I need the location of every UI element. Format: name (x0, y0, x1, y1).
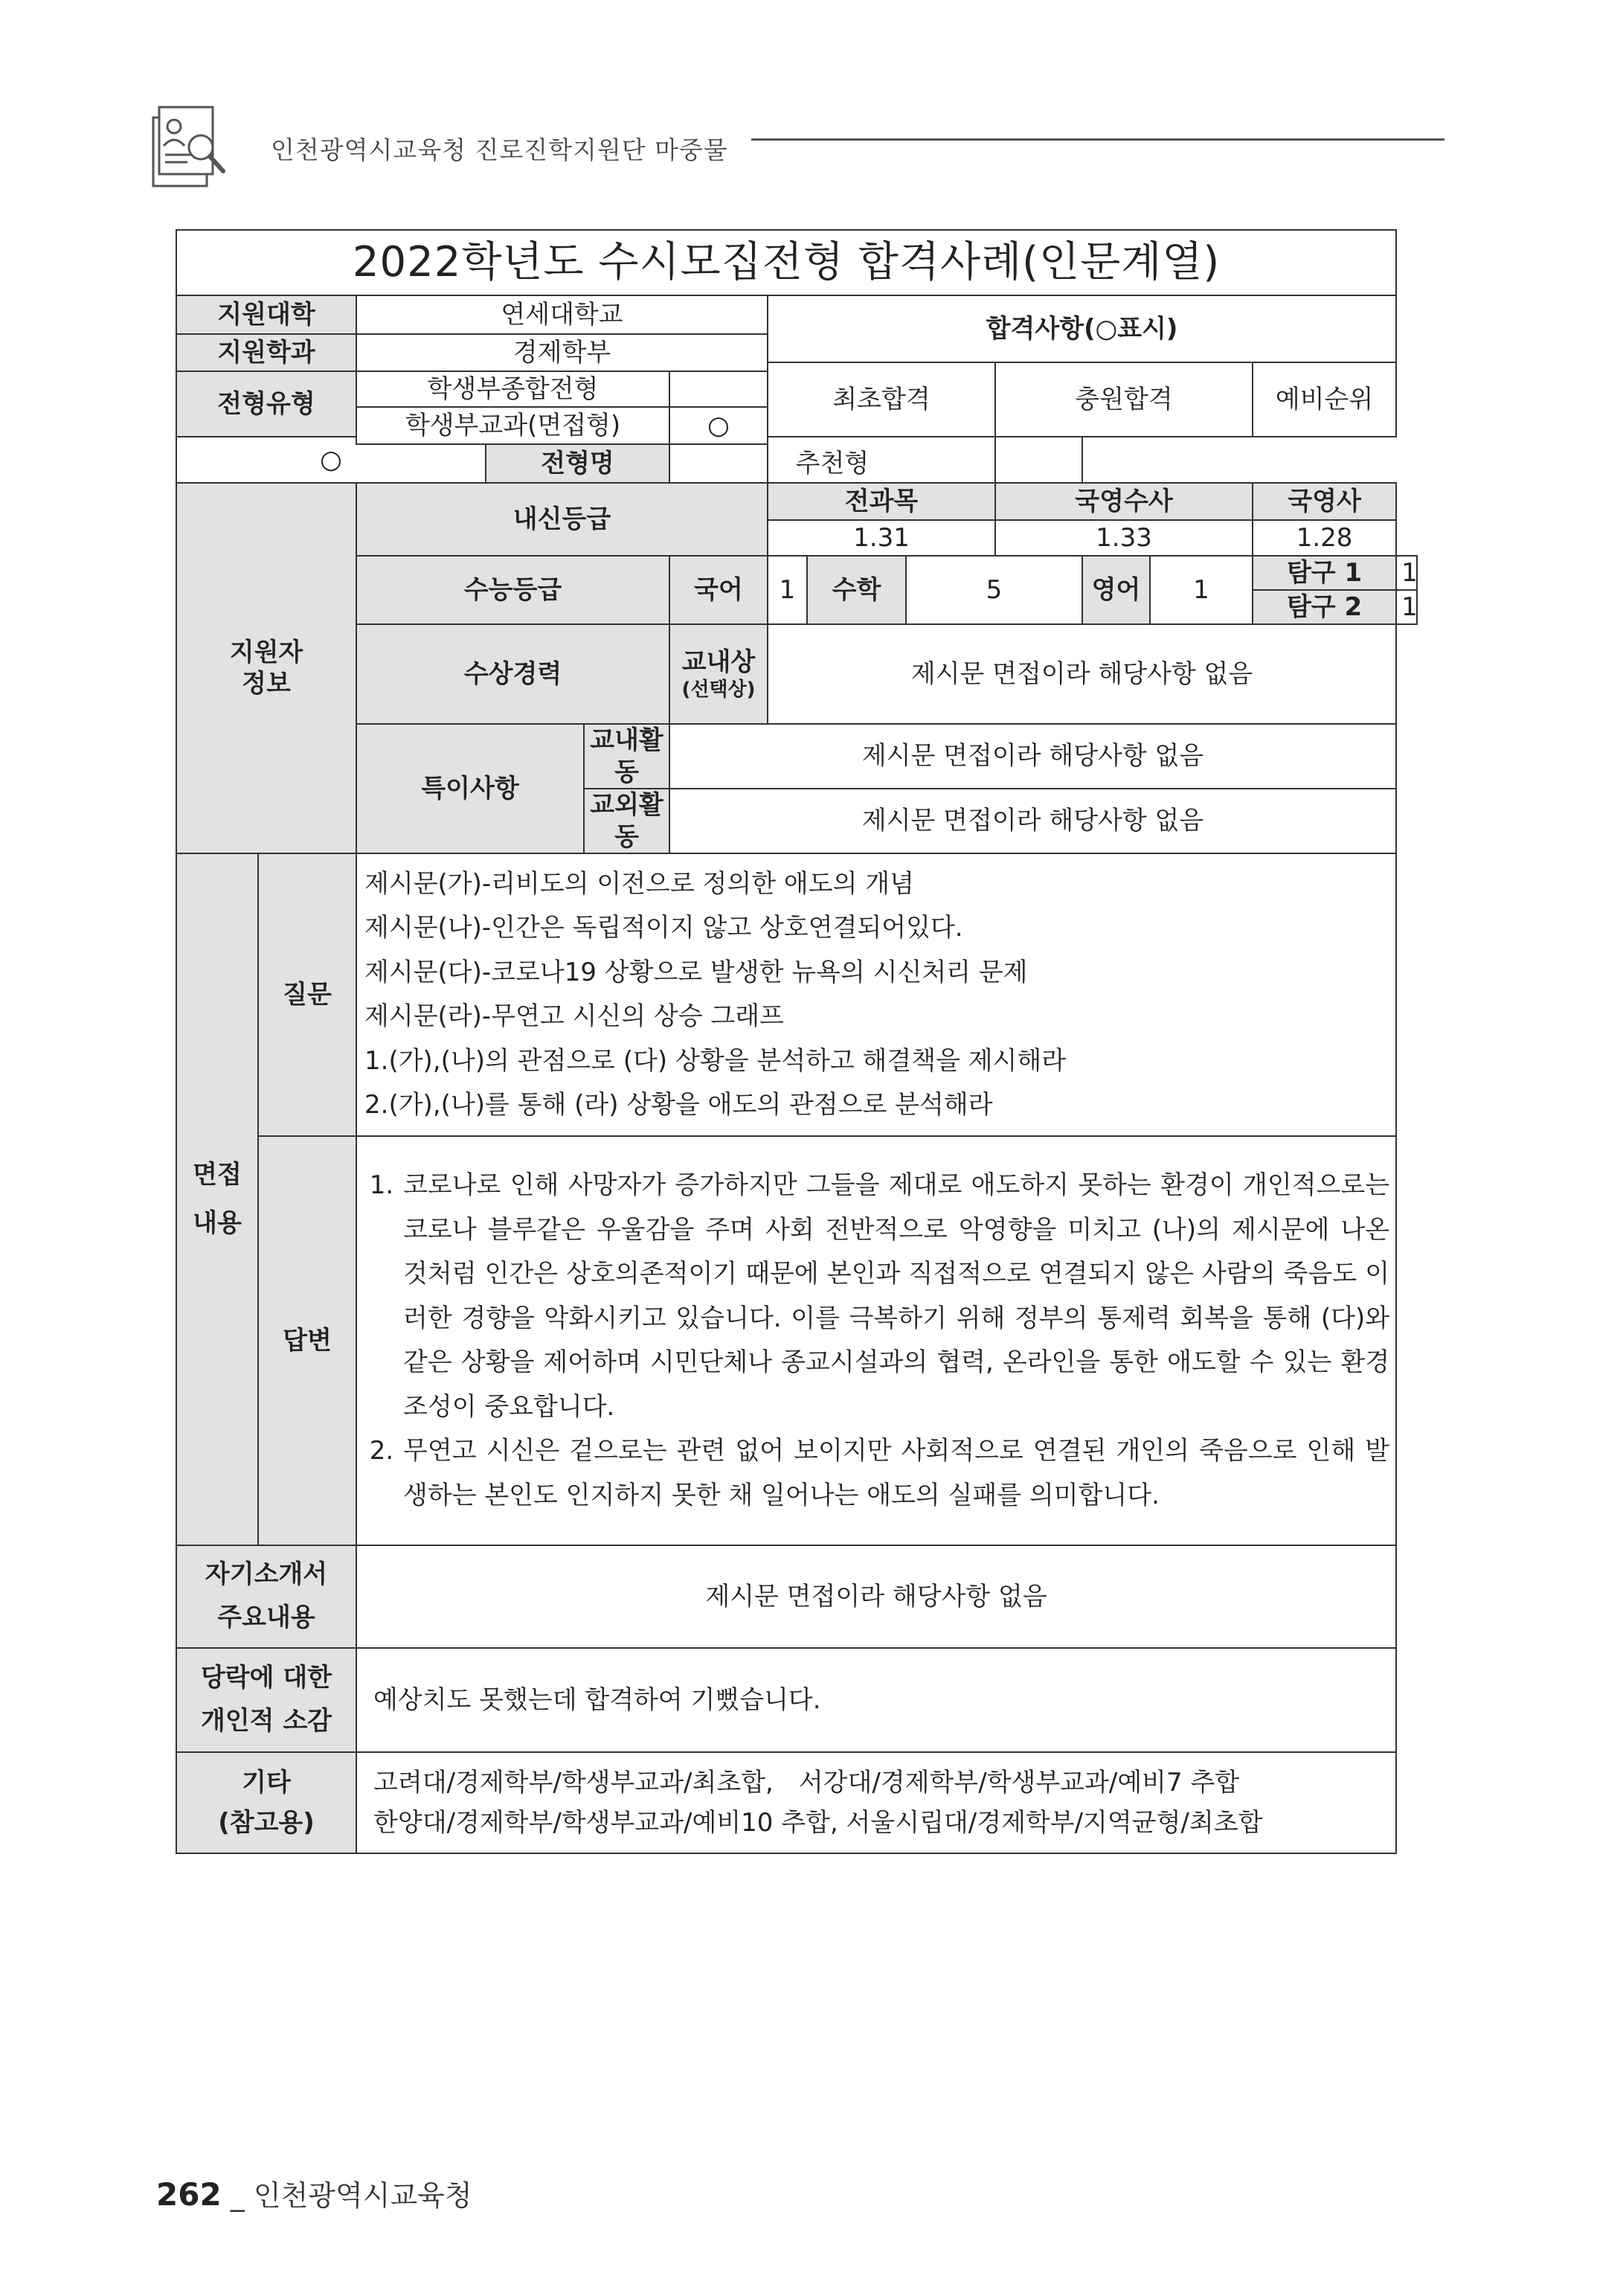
inquiry1-label: 탐구 1 (1253, 556, 1396, 590)
department-label: 지원학과 (176, 334, 356, 371)
etc-label-line: 기타 (242, 1767, 291, 1798)
document-magnifier-icon (152, 104, 234, 187)
result-mark-first: ○ (176, 437, 486, 483)
type-option-label: 학생부교과(면접형) (356, 407, 669, 444)
awards-sub-title: 교내상 (681, 647, 756, 677)
feeling-label-line: 당락에 대한 (200, 1663, 332, 1693)
english-label: 영어 (1082, 556, 1150, 624)
question-line: 제시문(나)-인간은 독립적이지 않고 상호연결되어있다. (364, 913, 963, 943)
korean-label: 국어 (669, 556, 768, 624)
result-col-first: 최초합격 (768, 362, 995, 437)
naesin-value: 1.28 (1253, 520, 1396, 556)
naesin-header: 국영수사 (995, 483, 1253, 520)
special-label: 특이사항 (356, 724, 584, 853)
question-line: 제시문(가)-리비도의 이전으로 정의한 애도의 개념 (364, 868, 914, 899)
applicant-label: 지원자 정보 (176, 483, 356, 853)
header-rule (751, 138, 1444, 141)
type-option-mark: ○ (669, 407, 768, 444)
intro-label (176, 1545, 356, 1648)
outschool-text: 제시문 면접이라 해당사항 없음 (669, 789, 1396, 853)
etc-line: 한양대/경제학부/학생부교과/예비10 추합, 서울시립대/경제학부/지역균형/최초합 (373, 1808, 1263, 1838)
type-option-mark (669, 371, 768, 407)
question-list (356, 853, 1396, 1136)
question-line: 제시문(다)-코로나19 상황으로 발생한 뉴욕의 시신처리 문제 (364, 957, 1028, 987)
etc-label (176, 1752, 356, 1853)
naesin-value: 1.31 (768, 520, 995, 556)
admission-case-table (176, 229, 1418, 1854)
etc-text (356, 1752, 1396, 1853)
university-value: 연세대학교 (356, 295, 768, 334)
intro-label-line: 주요내용 (217, 1603, 315, 1632)
intro-text: 제시문 면접이라 해당사항 없음 (356, 1545, 1396, 1648)
feeling-label-line: 개인적 소감 (200, 1706, 332, 1736)
question-line: 2.(가),(나)를 통해 (라) 상황을 애도의 관점으로 분석해라 (364, 1090, 993, 1120)
inschool-label: 교내활동 (584, 724, 669, 789)
answer-item: 2. 무연고 시신은 겉으로는 관련 없어 보이지만 사회적으로 연결된 개인의 죽음으로 인해 발생하는 본인도 인지하지 못한 채 일어나는 애도의 실패를 의미합니다. (402, 1429, 1389, 1518)
result-mark-reserve (995, 437, 1082, 483)
awards-sub-label (669, 624, 768, 724)
department-value: 경제학부 (356, 334, 768, 371)
result-col-waitlist-pass: 충원합격 (995, 362, 1253, 437)
feeling-text: 예상치도 못했는데 합격하여 기뻤습니다. (356, 1648, 1396, 1752)
english-grade: 1 (1150, 556, 1253, 624)
naesin-value: 1.33 (995, 520, 1253, 556)
page-footer (156, 2172, 472, 2213)
korean-grade: 1 (768, 556, 807, 624)
math-label: 수학 (807, 556, 906, 624)
inquiry2-label: 탐구 2 (1253, 590, 1396, 624)
feeling-label (176, 1648, 356, 1752)
answer-label: 답변 (258, 1136, 356, 1545)
name-label: 전형명 (486, 444, 669, 483)
card-title: 2022학년도 수시모집전형 합격사례(인문계열) (176, 230, 1396, 295)
naesin-label: 내신등급 (356, 483, 768, 556)
awards-sub-note: (선택상) (681, 679, 756, 701)
name-value: 추천형 (669, 444, 995, 483)
answer-item: 1. 코로나로 인해 사망자가 증가하지만 그들을 제대로 애도하지 못하는 환경이 개인적으로는 코로나 블루같은 우울감을 주며 사회 전반적으로 악영향을 미치고 (나)의 제시문에 나온 것처럼 인간은 상호의존적이기 때문에 본인과 직접적으로 연결되지 않은 사람의 죽음도 이러한 경향을 악화시키고 있습니다. 이를 극복하기 위해 정부의 통제력 회복을 통해 (다)와 같은 상황을 제어하며 시민단체나 종교시설과의 협력, 온라인을 통한 애도할 수 있는 환경 조성이 중요합니다. (402, 1164, 1389, 1429)
result-header: 합격사항(○표시) (768, 295, 1396, 362)
outschool-label: 교외활동 (584, 789, 669, 853)
university-label: 지원대학 (176, 295, 356, 334)
etc-label-line: (참고용) (218, 1808, 315, 1838)
awards-text: 제시문 면접이라 해당사항 없음 (768, 624, 1396, 724)
type-option-label: 학생부종합전형 (356, 371, 669, 407)
math-grade: 5 (906, 556, 1082, 624)
interview-label: 면접 내용 (176, 853, 258, 1545)
awards-label: 수상경력 (356, 624, 669, 724)
footer-text: 인천광역시교육청 (253, 2179, 472, 2212)
type-label: 전형유형 (176, 371, 356, 437)
suneung-label: 수능등급 (356, 556, 669, 624)
question-label: 질문 (258, 853, 356, 1136)
inschool-text: 제시문 면접이라 해당사항 없음 (669, 724, 1396, 789)
header-title: 인천광역시교육청 진로진학지원단 마중물 (271, 135, 728, 164)
naesin-header: 국영사 (1253, 483, 1396, 520)
question-line: 제시문(라)-무연고 시신의 상승 그래프 (364, 1001, 784, 1031)
answer-block (356, 1136, 1396, 1545)
inquiry1-grade: 1 (1396, 556, 1417, 590)
result-col-reserve: 예비순위 (1253, 362, 1396, 437)
etc-line: 고려대/경제학부/학생부교과/최초합, 서강대/경제학부/학생부교과/예비7 추합 (373, 1767, 1240, 1798)
footer-separator: _ (230, 2179, 245, 2212)
naesin-header: 전과목 (768, 483, 995, 520)
page-number: 262 (156, 2176, 222, 2213)
inquiry2-grade: 1 (1396, 590, 1417, 624)
question-line: 1.(가),(나)의 관점으로 (다) 상황을 분석하고 해결책을 제시해라 (364, 1045, 1067, 1076)
intro-label-line: 자기소개서 (205, 1559, 328, 1590)
